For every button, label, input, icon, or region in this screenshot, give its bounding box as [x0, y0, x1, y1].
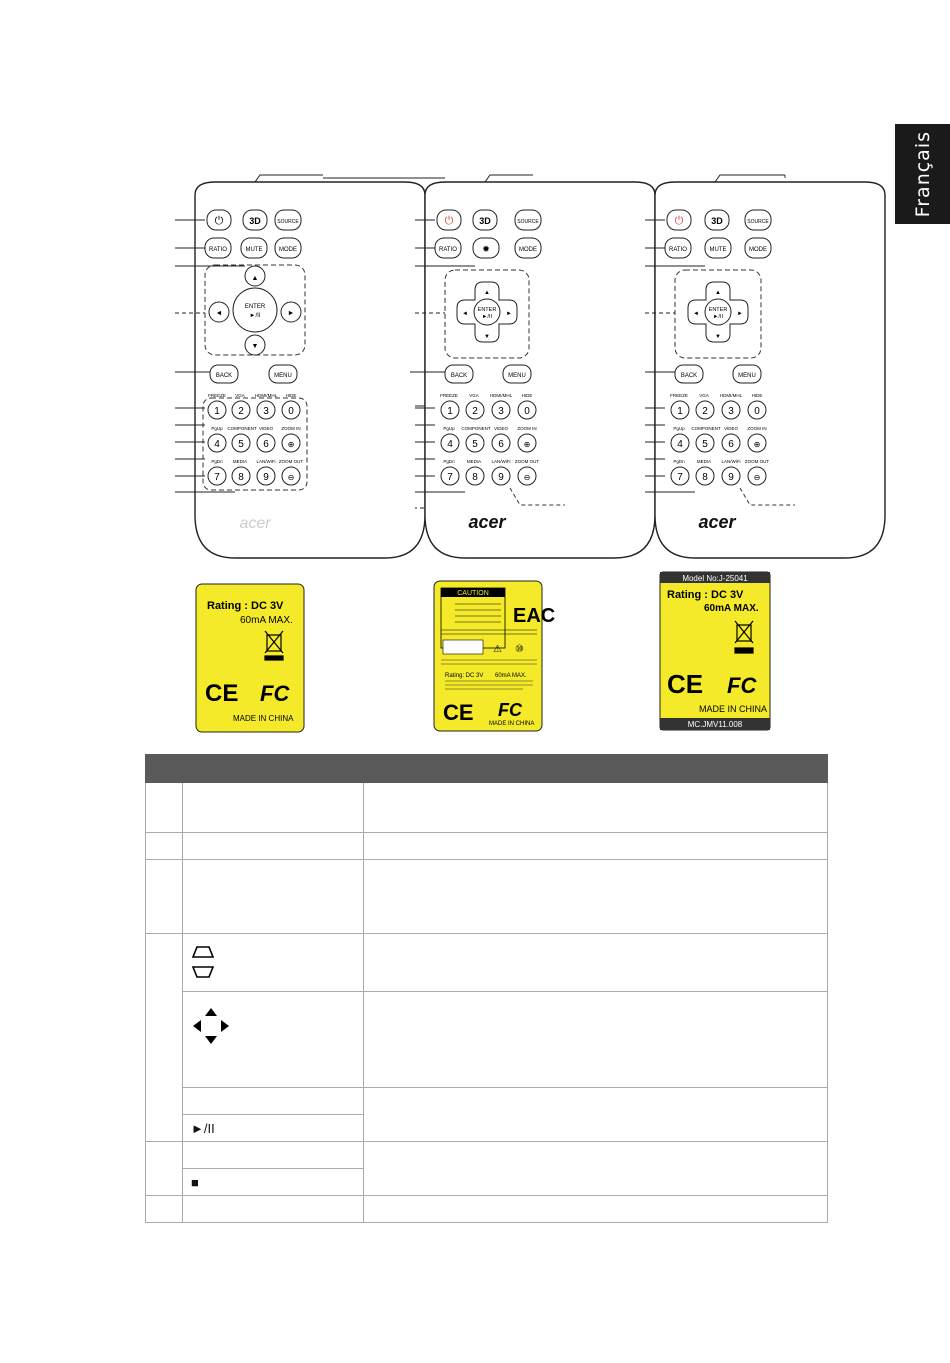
svg-text:ZOOM IN: ZOOM IN: [281, 426, 301, 431]
svg-text:⑩: ⑩: [515, 644, 524, 655]
svg-text:⊕: ⊕: [287, 440, 295, 449]
svg-text:VGA: VGA: [699, 393, 709, 398]
svg-text:PgUp: PgUp: [211, 426, 223, 431]
svg-text:▲: ▲: [251, 275, 259, 282]
svg-text:9: 9: [263, 472, 269, 483]
svg-text:ZOOM OUT: ZOOM OUT: [514, 459, 540, 464]
3d-button-label: 3D: [249, 216, 261, 226]
svg-text:PgDn: PgDn: [443, 459, 455, 464]
svg-text:⊕: ⊕: [753, 440, 761, 449]
svg-text:►/II: ►/II: [249, 313, 261, 319]
svg-text:MEDIA: MEDIA: [696, 459, 712, 464]
svg-text:60mA MAX.: 60mA MAX.: [704, 603, 759, 614]
svg-text:acer: acer: [698, 512, 736, 532]
svg-text:MEDIA: MEDIA: [466, 459, 482, 464]
svg-text:MODE: MODE: [749, 247, 767, 253]
svg-text:◄: ◄: [693, 311, 699, 317]
svg-text:HDMI/MHL: HDMI/MHL: [719, 393, 743, 398]
svg-text:0: 0: [288, 406, 294, 417]
svg-text:RATIO: RATIO: [439, 247, 457, 253]
svg-text:PgUp: PgUp: [673, 426, 685, 431]
svg-text:RATIO: RATIO: [209, 247, 227, 253]
svg-text:MUTE: MUTE: [709, 247, 727, 253]
svg-text:BACK: BACK: [215, 373, 233, 379]
svg-text:►: ►: [506, 311, 512, 317]
svg-text:⊖: ⊖: [287, 473, 295, 482]
svg-text:MADE IN CHINA: MADE IN CHINA: [699, 704, 768, 714]
svg-text:HIDE: HIDE: [521, 393, 533, 398]
svg-text:4: 4: [677, 439, 683, 450]
svg-text:⊕: ⊕: [523, 440, 531, 449]
table-row: [146, 1196, 828, 1223]
svg-text:LAN/WiFi: LAN/WiFi: [256, 459, 276, 464]
svg-text:MADE IN CHINA: MADE IN CHINA: [489, 721, 535, 727]
svg-text:PgDn: PgDn: [673, 459, 685, 464]
rating-label-2: [433, 580, 556, 732]
svg-text:▲: ▲: [484, 290, 490, 296]
svg-text:0: 0: [754, 406, 760, 417]
svg-text:7: 7: [447, 472, 453, 483]
svg-text:FREEZE: FREEZE: [440, 393, 458, 398]
svg-text:2: 2: [472, 406, 478, 417]
svg-text:FC: FC: [727, 673, 757, 698]
svg-text:►: ►: [737, 311, 743, 317]
svg-text:5: 5: [238, 439, 244, 450]
table-row: [146, 783, 828, 833]
remote-3: [605, 170, 935, 560]
svg-text:CE: CE: [205, 680, 239, 707]
svg-text:acer: acer: [239, 515, 271, 532]
svg-text:FC: FC: [498, 700, 522, 720]
svg-text:1: 1: [677, 406, 683, 417]
svg-text:CE: CE: [443, 700, 474, 725]
svg-text:Rating: DC 3V: Rating: DC 3V: [445, 673, 484, 679]
svg-text:7: 7: [214, 472, 220, 483]
svg-text:MENU: MENU: [508, 373, 526, 379]
svg-text:CAUTION: CAUTION: [457, 590, 489, 597]
svg-text:▼: ▼: [251, 343, 259, 350]
svg-text:FREEZE: FREEZE: [670, 393, 688, 398]
svg-text:FC: FC: [260, 681, 290, 706]
svg-text:6: 6: [263, 439, 269, 450]
svg-text:acer: acer: [468, 512, 506, 532]
svg-text:60mA MAX.: 60mA MAX.: [495, 673, 527, 679]
svg-text:3D: 3D: [711, 216, 723, 226]
svg-text:Model No:J-25041: Model No:J-25041: [682, 574, 748, 583]
svg-text:VGA: VGA: [469, 393, 479, 398]
svg-text:ENTER: ENTER: [708, 307, 728, 313]
svg-text:7: 7: [677, 472, 683, 483]
svg-text:MODE: MODE: [279, 247, 297, 253]
svg-text:SOURCE: SOURCE: [747, 219, 769, 225]
svg-text:VGA: VGA: [235, 393, 245, 398]
svg-text:⚠: ⚠: [493, 644, 502, 655]
svg-text:BACK: BACK: [680, 373, 698, 379]
play-pause-icon: ►/II: [191, 1120, 215, 1136]
svg-text:5: 5: [702, 439, 708, 450]
keystone-icon: [191, 943, 215, 983]
table-header-row: [146, 755, 828, 783]
table-row: [146, 934, 828, 992]
remote-function-table: [145, 754, 828, 1223]
svg-text:8: 8: [238, 472, 244, 483]
svg-text:HDMI/MHL: HDMI/MHL: [254, 393, 278, 398]
svg-text:9: 9: [728, 472, 734, 483]
svg-text:2: 2: [238, 406, 244, 417]
svg-text:ENTER: ENTER: [477, 307, 497, 313]
svg-text:VIDEO: VIDEO: [493, 426, 509, 431]
svg-text:MUTE: MUTE: [245, 247, 263, 253]
svg-text:2: 2: [702, 406, 708, 417]
svg-text:VIDEO: VIDEO: [258, 426, 274, 431]
svg-text:►/II: ►/II: [712, 314, 724, 320]
svg-text:ZOOM IN: ZOOM IN: [747, 426, 767, 431]
svg-text:CE: CE: [667, 669, 704, 699]
rating-label-1: [195, 583, 305, 733]
svg-text:⏻: ⏻: [444, 214, 454, 227]
svg-text:⏻: ⏻: [674, 214, 684, 227]
svg-text:SOURCE: SOURCE: [277, 219, 299, 225]
svg-text:RATIO: RATIO: [669, 247, 687, 253]
svg-text:Rating : DC 3V: Rating : DC 3V: [667, 589, 744, 601]
svg-text:PgUp: PgUp: [443, 426, 455, 431]
svg-text:PgDn: PgDn: [211, 459, 223, 464]
svg-text:0: 0: [524, 406, 530, 417]
svg-text:⊖: ⊖: [753, 473, 761, 482]
svg-text:COMPONENT: COMPONENT: [691, 426, 721, 431]
svg-text:9: 9: [498, 472, 504, 483]
language-tab-label: Français: [911, 130, 934, 218]
table-row: [146, 1142, 828, 1169]
svg-text:▼: ▼: [484, 334, 490, 340]
svg-text:⊖: ⊖: [523, 473, 531, 482]
svg-text:HIDE: HIDE: [285, 393, 297, 398]
table-row: [146, 860, 828, 934]
svg-text:LAN/WiFi: LAN/WiFi: [721, 459, 741, 464]
svg-text:8: 8: [472, 472, 478, 483]
svg-text:ZOOM OUT: ZOOM OUT: [744, 459, 770, 464]
svg-text:LAN/WiFi: LAN/WiFi: [491, 459, 511, 464]
svg-text:BACK: BACK: [450, 373, 468, 379]
svg-text:3: 3: [263, 406, 269, 417]
svg-text:HDMI/MHL: HDMI/MHL: [489, 393, 513, 398]
svg-text:MC.JMV11.008: MC.JMV11.008: [687, 720, 743, 729]
svg-text:►: ►: [287, 310, 295, 317]
svg-text:MEDIA: MEDIA: [232, 459, 248, 464]
svg-text:COMPONENT: COMPONENT: [227, 426, 257, 431]
svg-text:MADE IN CHINA: MADE IN CHINA: [233, 714, 294, 723]
svg-text:MODE: MODE: [519, 247, 537, 253]
svg-text:▲: ▲: [715, 290, 721, 296]
svg-text:1: 1: [447, 406, 453, 417]
svg-text:8: 8: [702, 472, 708, 483]
svg-text:✹: ✹: [482, 244, 490, 254]
table-row: [146, 1088, 828, 1115]
svg-text:ZOOM OUT: ZOOM OUT: [278, 459, 304, 464]
svg-text:◄: ◄: [462, 311, 468, 317]
svg-text:SOURCE: SOURCE: [517, 219, 539, 225]
svg-text:1: 1: [214, 406, 220, 417]
svg-text:6: 6: [498, 439, 504, 450]
svg-text:4: 4: [214, 439, 220, 450]
rating-label-3: [659, 571, 771, 731]
svg-text:4: 4: [447, 439, 453, 450]
svg-text:5: 5: [472, 439, 478, 450]
svg-text:MENU: MENU: [274, 373, 292, 379]
svg-text:FREEZE: FREEZE: [208, 393, 226, 398]
svg-text:Rating : DC 3V: Rating : DC 3V: [207, 600, 284, 612]
svg-text:MENU: MENU: [738, 373, 756, 379]
svg-text:▼: ▼: [715, 334, 721, 340]
table-row: [146, 833, 828, 860]
svg-text:►/II: ►/II: [481, 314, 493, 320]
svg-text:3: 3: [498, 406, 504, 417]
table-row: [146, 992, 828, 1088]
stop-icon: ■: [191, 1174, 199, 1190]
svg-text:HIDE: HIDE: [751, 393, 763, 398]
svg-text:60mA MAX.: 60mA MAX.: [240, 615, 293, 626]
four-direction-icon: [191, 1006, 231, 1046]
svg-text:3: 3: [728, 406, 734, 417]
svg-text:ZOOM IN: ZOOM IN: [517, 426, 537, 431]
svg-text:◄: ◄: [215, 310, 223, 317]
svg-text:EAC: EAC: [513, 605, 556, 627]
svg-text:6: 6: [728, 439, 734, 450]
svg-text:ENTER: ENTER: [244, 304, 266, 310]
svg-text:3D: 3D: [479, 216, 491, 226]
svg-text:⏻: ⏻: [214, 214, 224, 227]
svg-text:VIDEO: VIDEO: [723, 426, 739, 431]
svg-text:COMPONENT: COMPONENT: [461, 426, 491, 431]
